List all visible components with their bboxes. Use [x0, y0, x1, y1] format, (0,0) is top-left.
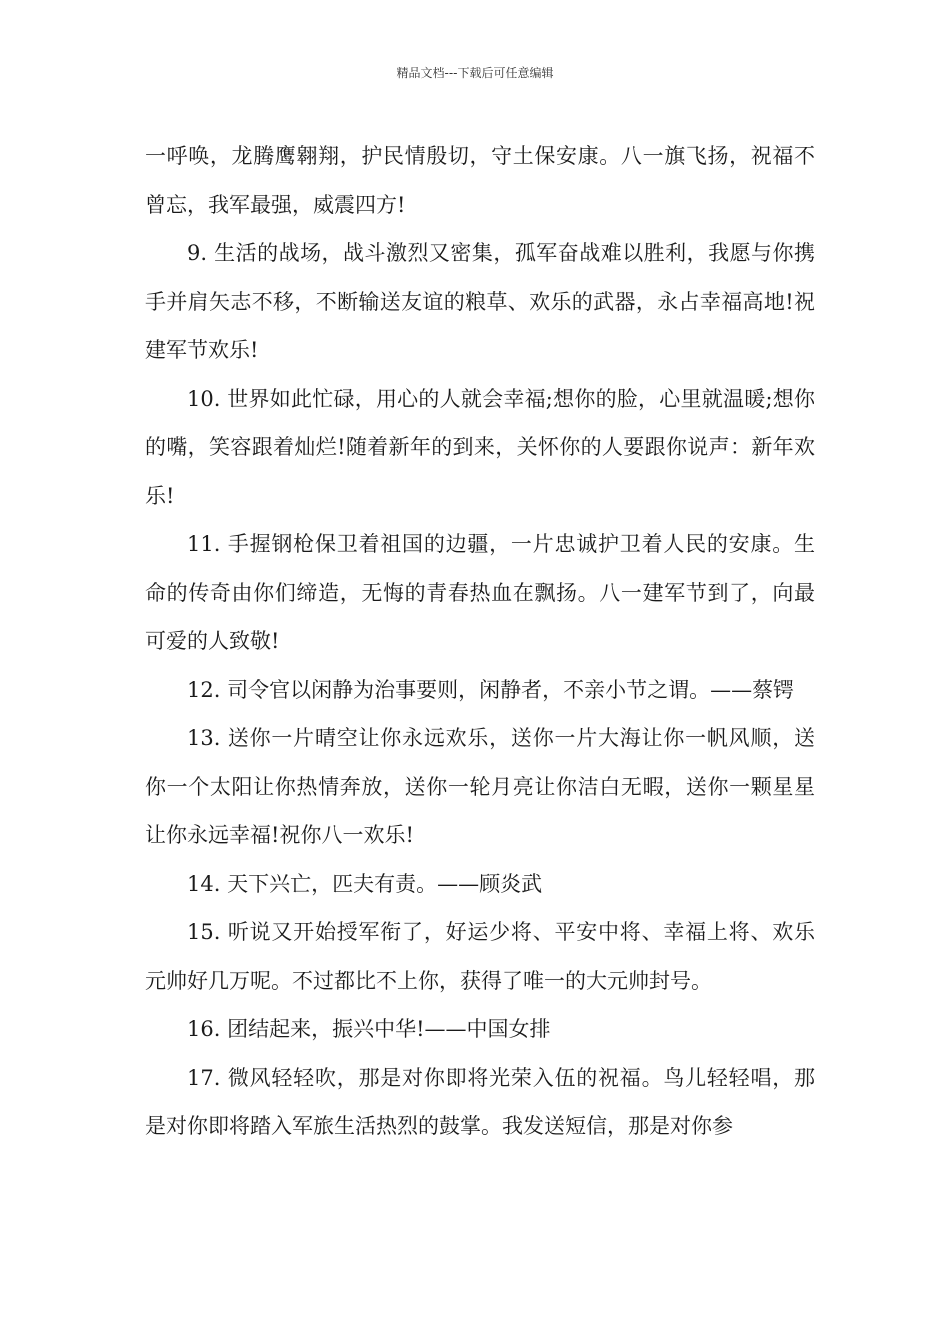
paragraph-item-13: 13. 送你一片晴空让你永远欢乐，送你一片大海让你一帆风顺，送你一个太阳让你热情奔放，送你一轮月亮让你洁白无暇，送你一颗星星让你永远幸福!祝你八一欢乐!: [145, 726, 815, 847]
paragraph-item-11: 11. 手握钢枪保卫着祖国的边疆，一片忠诚护卫着人民的安康。生命的传奇由你们缔造，无悔的青春热血在飘扬。八一建军节到了，向最可爱的人致敬!: [145, 532, 815, 653]
paragraph-item-10: 10. 世界如此忙碌，用心的人就会幸福;想你的脸，心里就温暖;想你的嘴，笑容跟着灿烂!随着新年的到来，关怀你的人要跟你说声：新年欢乐!: [145, 386, 815, 508]
paragraph-item-16: 16. 团结起来，振兴中华!——中国女排: [187, 1017, 551, 1041]
paragraph-item-15: 15. 听说又开始授军衔了，好运少将、平安中将、幸福上将、欢乐元帅好几万呢。不过都比不上你，获得了唯一的大元帅封号。: [145, 920, 815, 993]
paragraph-item-12: 12. 司令官以闲静为治事要则，闲静者，不亲小节之谓。——蔡锷: [187, 677, 795, 702]
document-body: [145, 132, 815, 1151]
paragraph-continued: 一呼唤，龙腾鹰翱翔，护民情殷切，守土保安康。八一旗飞扬，祝福不曾忘，我军最强，威震四方!: [145, 144, 815, 217]
paragraph-item-14: 14. 天下兴亡，匹夫有责。——顾炎武: [187, 871, 543, 896]
paragraph-item-17: 17. 微风轻轻吹，那是对你即将光荣入伍的祝福。鸟儿轻轻唱，那是对你即将踏入军旅生活热烈的鼓掌。我发送短信，那是对你参: [145, 1065, 815, 1138]
paragraph-item-9: 9. 生活的战场，战斗激烈又密集，孤军奋战难以胜利，我愿与你携手并肩矢志不移，不断输送友谊的粮草、欢乐的武器，永占幸福高地!祝建军节欢乐!: [145, 241, 815, 362]
page-header: 精品文档---下载后可任意编辑: [396, 66, 554, 80]
